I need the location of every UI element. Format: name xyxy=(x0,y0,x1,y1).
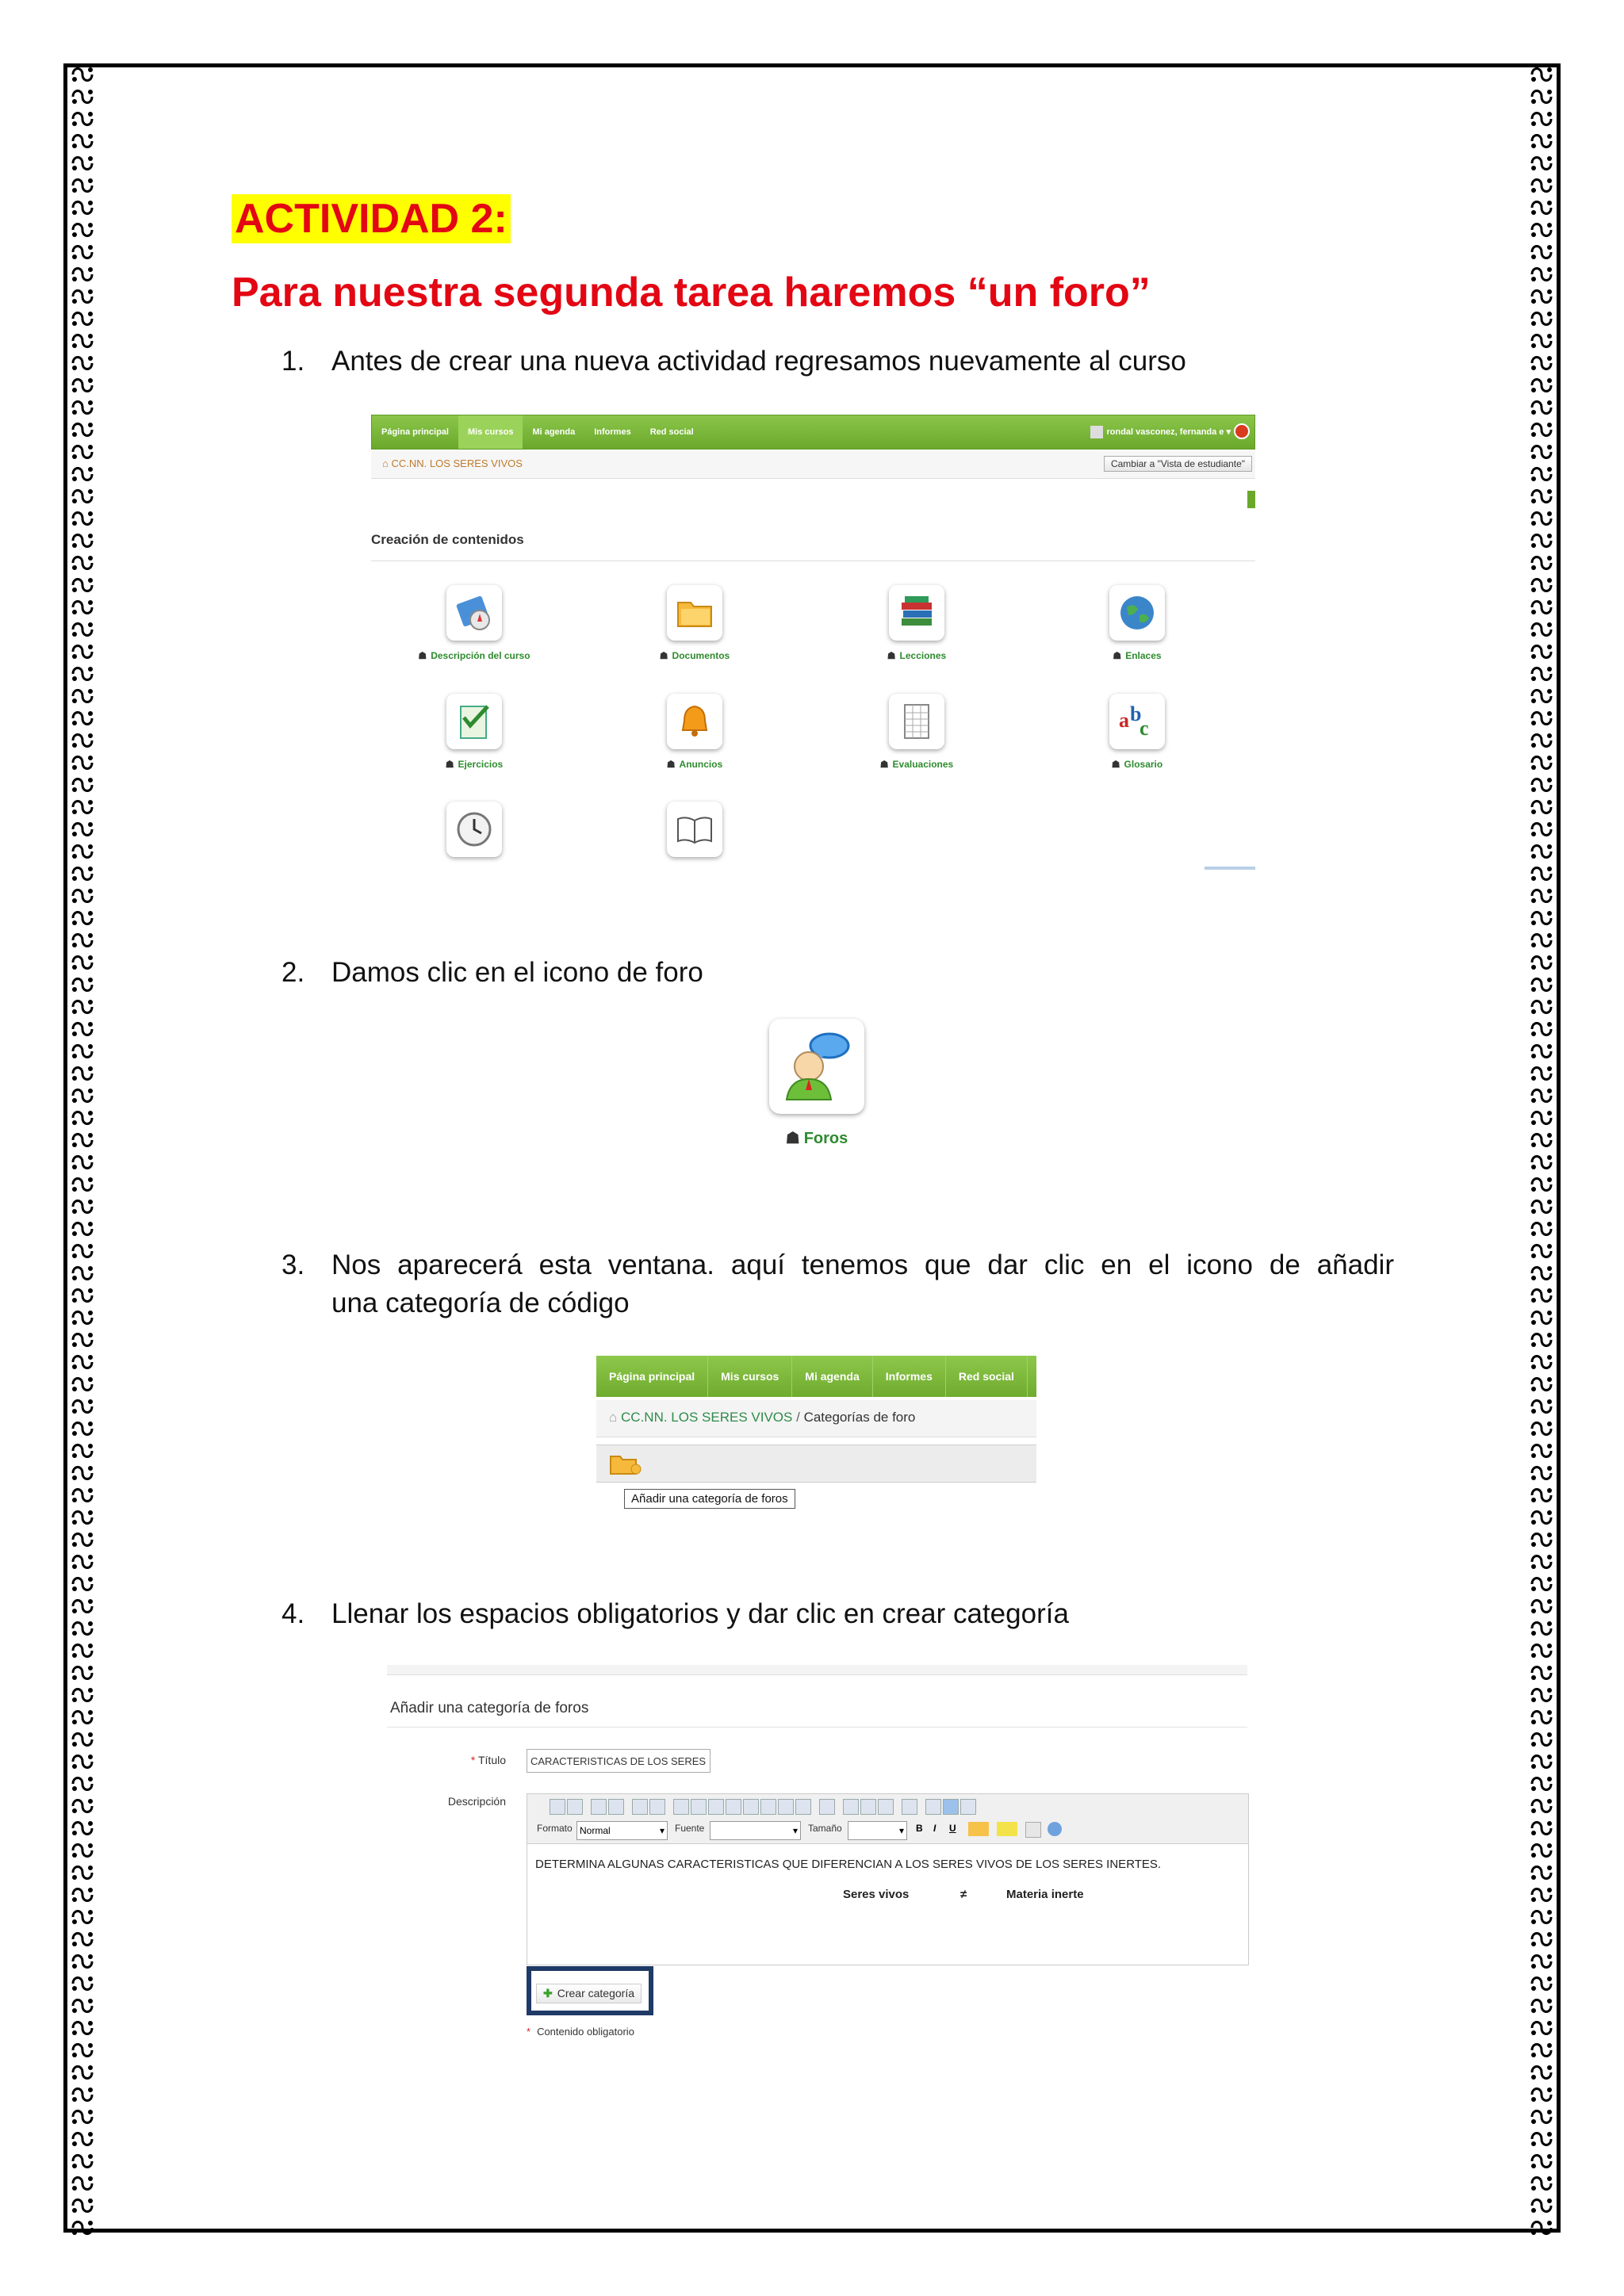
step-number: 3. xyxy=(282,1249,305,1280)
form-title: Añadir una categoría de foros xyxy=(390,1700,589,1716)
rich-text-editor[interactable] xyxy=(527,1793,1249,1965)
breadcrumb-separator: / xyxy=(796,1410,800,1425)
action-bar xyxy=(596,1445,1036,1483)
step-text: Llenar los espacios obligatorios y dar clic en crear categoría xyxy=(331,1598,1069,1629)
align-left-icon[interactable] xyxy=(925,1799,941,1815)
special-char-icon[interactable] xyxy=(760,1799,776,1815)
home-icon: ⌂ xyxy=(609,1410,618,1425)
video-icon[interactable] xyxy=(708,1799,724,1815)
tool-links[interactable]: ☗ Enlaces xyxy=(1066,585,1208,661)
tool-label: Descripción del curso xyxy=(431,650,530,661)
svg-text:b: b xyxy=(1130,702,1142,725)
font-select[interactable]: ▾ xyxy=(710,1821,801,1840)
image-icon[interactable] xyxy=(691,1799,707,1815)
size-select[interactable]: ▾ xyxy=(848,1821,907,1840)
tool-label: Documentos xyxy=(672,650,730,661)
clock-icon xyxy=(446,802,502,857)
font-label: Fuente xyxy=(675,1823,705,1834)
user-name[interactable]: rondal vasconez, fernanda e ▾ xyxy=(1090,415,1231,449)
redo-icon[interactable] xyxy=(649,1799,665,1815)
align-center-icon[interactable] xyxy=(943,1799,959,1815)
underline-icon[interactable]: U xyxy=(949,1823,956,1834)
title-label: * Título xyxy=(470,1754,506,1766)
step-number: 2. xyxy=(282,957,305,988)
tool-clock[interactable] xyxy=(403,802,546,857)
mp3-icon[interactable] xyxy=(778,1799,794,1815)
add-category-folder-icon[interactable] xyxy=(609,1452,642,1479)
course-description-icon xyxy=(446,585,502,641)
tool-book[interactable] xyxy=(623,802,766,857)
nav-social[interactable]: Red social xyxy=(946,1356,1028,1397)
student-view-button[interactable]: Cambiar a "Vista de estudiante" xyxy=(1104,456,1252,472)
step-text: Damos clic en el icono de foro xyxy=(331,957,703,988)
formula-icon[interactable] xyxy=(819,1799,835,1815)
step-text-line2: una categoría de código xyxy=(331,1288,630,1318)
step-1 xyxy=(0,342,1624,381)
highlight-icon[interactable] xyxy=(997,1822,1017,1836)
new-page-icon[interactable] xyxy=(567,1799,583,1815)
course-home-screenshot xyxy=(371,415,1255,874)
youtube-icon[interactable] xyxy=(743,1799,759,1815)
books-icon xyxy=(889,585,944,641)
italic-icon[interactable]: I xyxy=(933,1823,936,1834)
top-nav xyxy=(596,1356,1036,1397)
spreadsheet-icon xyxy=(889,694,944,749)
nav-agenda[interactable]: Mi agenda xyxy=(532,427,576,437)
abc-icon xyxy=(1109,694,1165,749)
divider xyxy=(387,1727,1247,1728)
nav-reports[interactable]: Informes xyxy=(873,1356,946,1397)
breadcrumb xyxy=(371,451,1255,479)
step-2 xyxy=(0,954,1624,992)
svg-text:c: c xyxy=(1139,717,1149,740)
align-justify-icon[interactable] xyxy=(960,1799,976,1815)
nav-agenda[interactable]: Mi agenda xyxy=(792,1356,872,1397)
tool-label: Ejercicios xyxy=(458,759,504,770)
tool-label: Lecciones xyxy=(899,650,947,661)
create-category-button[interactable]: ✚ Crear categoría xyxy=(536,1984,642,2003)
tool-course-description[interactable]: ☗ Descripción del curso xyxy=(403,585,546,661)
edit-icon[interactable] xyxy=(1247,491,1255,508)
nav-reports[interactable]: Informes xyxy=(594,427,631,437)
section-title: Creación de contenidos xyxy=(371,532,524,547)
toggle-icon[interactable] xyxy=(902,1799,917,1815)
avatar xyxy=(1090,426,1103,438)
editor-content: DETERMINA ALGUNAS CARACTERISTICAS QUE DIFERENCIAN A LOS SERES VIVOS DE LOS SERES INERTES. xyxy=(535,1858,1162,1871)
step-number: 1. xyxy=(282,346,305,377)
required-note: * Contenido obligatorio xyxy=(527,2026,634,2038)
add-category-form-screenshot xyxy=(387,1665,1247,2045)
create-button-highlight xyxy=(527,1966,653,2015)
tool-label: Evaluaciones xyxy=(892,759,954,770)
col-separator: ≠ xyxy=(960,1888,967,1901)
forum-icon xyxy=(769,1019,864,1114)
scroll-indicator[interactable] xyxy=(1205,867,1255,870)
add-category-tooltip: Añadir una categoría de foros xyxy=(624,1489,795,1509)
checklist-icon xyxy=(446,694,502,749)
logout-icon[interactable] xyxy=(1234,423,1250,439)
step-3 xyxy=(0,1246,1624,1322)
forum-tool[interactable]: ☗ Foros xyxy=(765,1019,868,1148)
tool-label: Glosario xyxy=(1124,759,1163,770)
breadcrumb-page: Categorías de foro xyxy=(803,1410,916,1425)
save-icon[interactable] xyxy=(550,1799,565,1815)
cropped-breadcrumb xyxy=(387,1665,1247,1675)
tool-assessments[interactable]: ☗ Evaluaciones xyxy=(845,694,988,770)
nav-home[interactable]: Página principal xyxy=(381,427,449,437)
forum-categories-screenshot xyxy=(596,1356,1036,1518)
text-color-icon[interactable] xyxy=(968,1822,989,1836)
link-icon[interactable] xyxy=(673,1799,689,1815)
table-icon[interactable] xyxy=(795,1799,811,1815)
tool-announcements[interactable]: ☗ Anuncios xyxy=(623,694,766,770)
nav-home[interactable]: Página principal xyxy=(596,1356,708,1397)
step-text: Antes de crear una nueva actividad regresamos nuevamente al curso xyxy=(331,346,1186,377)
source-icon[interactable] xyxy=(1048,1822,1062,1836)
tool-label: Anuncios xyxy=(679,759,723,770)
col-living: Seres vivos xyxy=(843,1888,910,1901)
folder-icon xyxy=(667,585,722,641)
svg-text:a: a xyxy=(1119,709,1129,732)
step-text-line1: Nos aparecerá esta ventana. aquí tenemos que dar clic en el icono de añadir xyxy=(331,1249,1394,1280)
size-label: Tamaño xyxy=(808,1823,842,1834)
nav-social[interactable]: Red social xyxy=(649,427,694,437)
paste-text-icon[interactable] xyxy=(608,1799,624,1815)
hr-icon[interactable] xyxy=(878,1799,894,1815)
remove-format-icon[interactable] xyxy=(1025,1822,1041,1838)
flash-icon[interactable] xyxy=(726,1799,741,1815)
activity-subtitle: Para nuestra segunda tarea haremos “un foro” xyxy=(232,270,1151,316)
tool-exercises[interactable]: ☗ Ejercicios xyxy=(403,694,546,770)
description-label: Descripción xyxy=(447,1795,506,1808)
editor-toolbar xyxy=(527,1794,1248,1844)
activity-heading: ACTIVIDAD 2: xyxy=(232,194,511,243)
title-input[interactable]: CARACTERISTICAS DE LOS SERES xyxy=(527,1749,710,1773)
paste-icon[interactable] xyxy=(591,1799,607,1815)
tool-glossary[interactable]: a b c ☗ Glosario xyxy=(1066,694,1208,770)
tool-label: Enlaces xyxy=(1125,650,1162,661)
tool-lessons[interactable]: ☗ Lecciones xyxy=(845,585,988,661)
format-select[interactable]: Normal ▾ xyxy=(576,1821,668,1840)
breadcrumb-course[interactable]: ⌂ CC.NN. LOS SERES VIVOS xyxy=(382,457,523,469)
open-book-icon xyxy=(667,802,722,857)
col-inert: Materia inerte xyxy=(1006,1888,1084,1901)
breadcrumb-course[interactable]: CC.NN. LOS SERES VIVOS xyxy=(621,1410,793,1425)
undo-icon[interactable] xyxy=(632,1799,648,1815)
top-nav xyxy=(371,415,1255,450)
unordered-list-icon[interactable] xyxy=(860,1799,876,1815)
ordered-list-icon[interactable] xyxy=(843,1799,859,1815)
bold-icon[interactable]: B xyxy=(916,1823,923,1834)
bell-icon xyxy=(667,694,722,749)
step-number: 4. xyxy=(282,1598,305,1629)
nav-my-courses[interactable]: Mis cursos xyxy=(708,1356,792,1397)
format-label: Formato xyxy=(537,1823,573,1834)
forum-label: Foros xyxy=(803,1130,848,1147)
step-4 xyxy=(0,1595,1624,1633)
breadcrumb xyxy=(596,1400,1036,1437)
nav-my-courses[interactable]: Mis cursos xyxy=(458,415,523,449)
tool-documents[interactable]: ☗ Documentos xyxy=(623,585,766,661)
globe-icon xyxy=(1109,585,1165,641)
